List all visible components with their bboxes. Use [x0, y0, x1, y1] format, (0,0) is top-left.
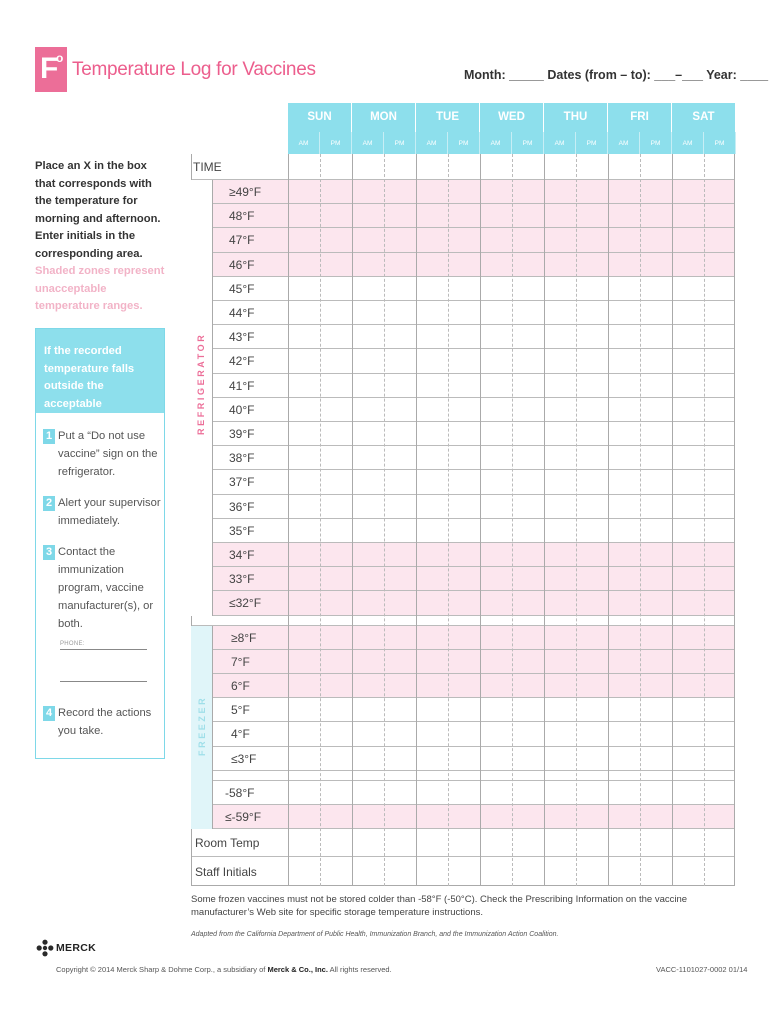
page-title: Temperature Log for Vaccines	[72, 59, 316, 80]
row-label: ≥8°F	[231, 630, 257, 645]
logo-letter: F	[40, 52, 59, 85]
am-column-label: AM	[480, 132, 512, 154]
day-header-sun: SUN	[288, 103, 352, 132]
column-divider	[608, 154, 609, 886]
refrigerator-label: REFRIGERATOR	[196, 332, 206, 435]
column-divider	[576, 154, 577, 886]
row-label: 34°F	[229, 548, 255, 563]
copyright-post: All rights reserved.	[327, 965, 392, 974]
am-column-label: AM	[672, 132, 704, 154]
day-header-wed: WED	[480, 103, 544, 132]
merck-logo-icon	[36, 939, 54, 957]
logo-degree: o	[56, 51, 64, 65]
copyright-text	[56, 965, 392, 974]
document-code: VACC-1101027-0002 01/14	[656, 965, 748, 974]
row-label: 46°F	[229, 257, 255, 272]
column-divider	[384, 154, 385, 886]
row-label: TIME	[193, 160, 222, 174]
pm-column-label: PM	[448, 132, 480, 154]
out-of-range-heading: If the recorded temperature falls outside the acceptable temperature range:	[36, 329, 164, 413]
column-divider	[640, 154, 641, 886]
column-divider	[480, 154, 481, 886]
day-header-sat: SAT	[672, 103, 736, 132]
freezer-label: FREEZER	[197, 695, 207, 756]
step-number: 3	[43, 545, 55, 560]
column-divider	[704, 154, 705, 886]
day-header-mon: MON	[352, 103, 416, 132]
column-divider	[544, 154, 545, 886]
row-label: 45°F	[229, 281, 255, 296]
instructions-text	[35, 158, 165, 316]
instructions-shaded-note: Shaded zones represent unacceptable temperature ranges.	[35, 265, 165, 312]
frozen-vaccine-note: Some frozen vaccines must not be stored colder than -58°F (-50°C). Check the Prescribing Information on the vaccine manufacturer’s Web site for specific storage temperature instructions.	[191, 894, 688, 918]
step-number: 2	[43, 496, 55, 511]
row-label: 44°F	[229, 306, 255, 321]
phone-label: PHONE:	[60, 641, 85, 647]
pm-column-label: PM	[704, 132, 736, 154]
row-label: Staff Initials	[195, 864, 257, 879]
row-label: 5°F	[231, 703, 250, 718]
column-divider	[672, 154, 673, 886]
step-number: 1	[43, 429, 55, 444]
pm-column-label: PM	[384, 132, 416, 154]
row-label: 42°F	[229, 354, 255, 369]
row-label: 37°F	[229, 475, 255, 490]
pm-column-label: PM	[320, 132, 352, 154]
row-label: 4°F	[231, 727, 250, 742]
instructions-main: Place an X in the box that corresponds with the temperature for morning and afternoon. Enter initials in the corresponding area.	[35, 160, 161, 260]
phone-input-line[interactable]	[60, 649, 147, 650]
day-header-fri: FRI	[608, 103, 672, 132]
row-label: 41°F	[229, 378, 255, 393]
row-label: 40°F	[229, 402, 255, 417]
step-text: Contact the immunization program, vaccine manufacturer(s), or both.	[58, 546, 154, 630]
am-column-label: AM	[608, 132, 640, 154]
step-number: 4	[43, 706, 55, 721]
row-label: ≥49°F	[229, 185, 262, 200]
merck-wordmark: MERCK	[56, 942, 96, 954]
step-text: Alert your supervisor immediately.	[58, 497, 161, 527]
row-label: Room Temp	[195, 836, 260, 851]
pm-column-label: PM	[512, 132, 544, 154]
temperature-log-grid	[191, 103, 735, 887]
row-label: 39°F	[229, 427, 255, 442]
day-header-tue: TUE	[416, 103, 480, 132]
row-label: 33°F	[229, 572, 255, 587]
pm-column-label: PM	[576, 132, 608, 154]
am-column-label: AM	[544, 132, 576, 154]
step-text: Record the actions you take.	[58, 707, 152, 737]
column-divider	[352, 154, 353, 886]
pm-column-label: PM	[640, 132, 672, 154]
day-header-thu: THU	[544, 103, 608, 132]
phone-input-line-2[interactable]	[60, 681, 147, 682]
copyright-pre: Copyright © 2014 Merck Sharp & Dohme Corp., a subsidiary of	[56, 965, 268, 974]
logo-badge	[35, 47, 67, 92]
label-column-divider	[288, 154, 289, 886]
row-label: 48°F	[229, 209, 255, 224]
row-label: ≤3°F	[231, 751, 257, 766]
row-label: 6°F	[231, 679, 250, 694]
row-label: 47°F	[229, 233, 255, 248]
row-label: ≤-59°F	[225, 810, 262, 825]
row-label: 36°F	[229, 499, 255, 514]
am-column-label: AM	[416, 132, 448, 154]
row-label: 35°F	[229, 523, 255, 538]
row-label: 38°F	[229, 451, 255, 466]
row-label: -58°F	[225, 785, 255, 800]
row-label: 7°F	[231, 654, 250, 669]
grid-border	[191, 154, 735, 886]
am-column-label: AM	[352, 132, 384, 154]
column-divider	[512, 154, 513, 886]
row-label: ≤32°F	[229, 596, 262, 611]
adapted-from-note: Adapted from the California Department of Public Health, Immunization Branch, and the Immunization Action Coalition.	[191, 931, 559, 938]
step-text: Put a “Do not use vaccine” sign on the refrigerator.	[58, 430, 158, 478]
copyright-company: Merck & Co., Inc.	[267, 965, 328, 974]
row-label: 43°F	[229, 330, 255, 345]
column-divider	[448, 154, 449, 886]
column-divider	[320, 154, 321, 886]
month-dates-year-field[interactable]: Month: _____ Dates (from – to): ___–___ Year: ____	[464, 68, 769, 82]
column-divider	[416, 154, 417, 886]
am-column-label: AM	[288, 132, 320, 154]
out-of-range-panel	[35, 328, 165, 759]
